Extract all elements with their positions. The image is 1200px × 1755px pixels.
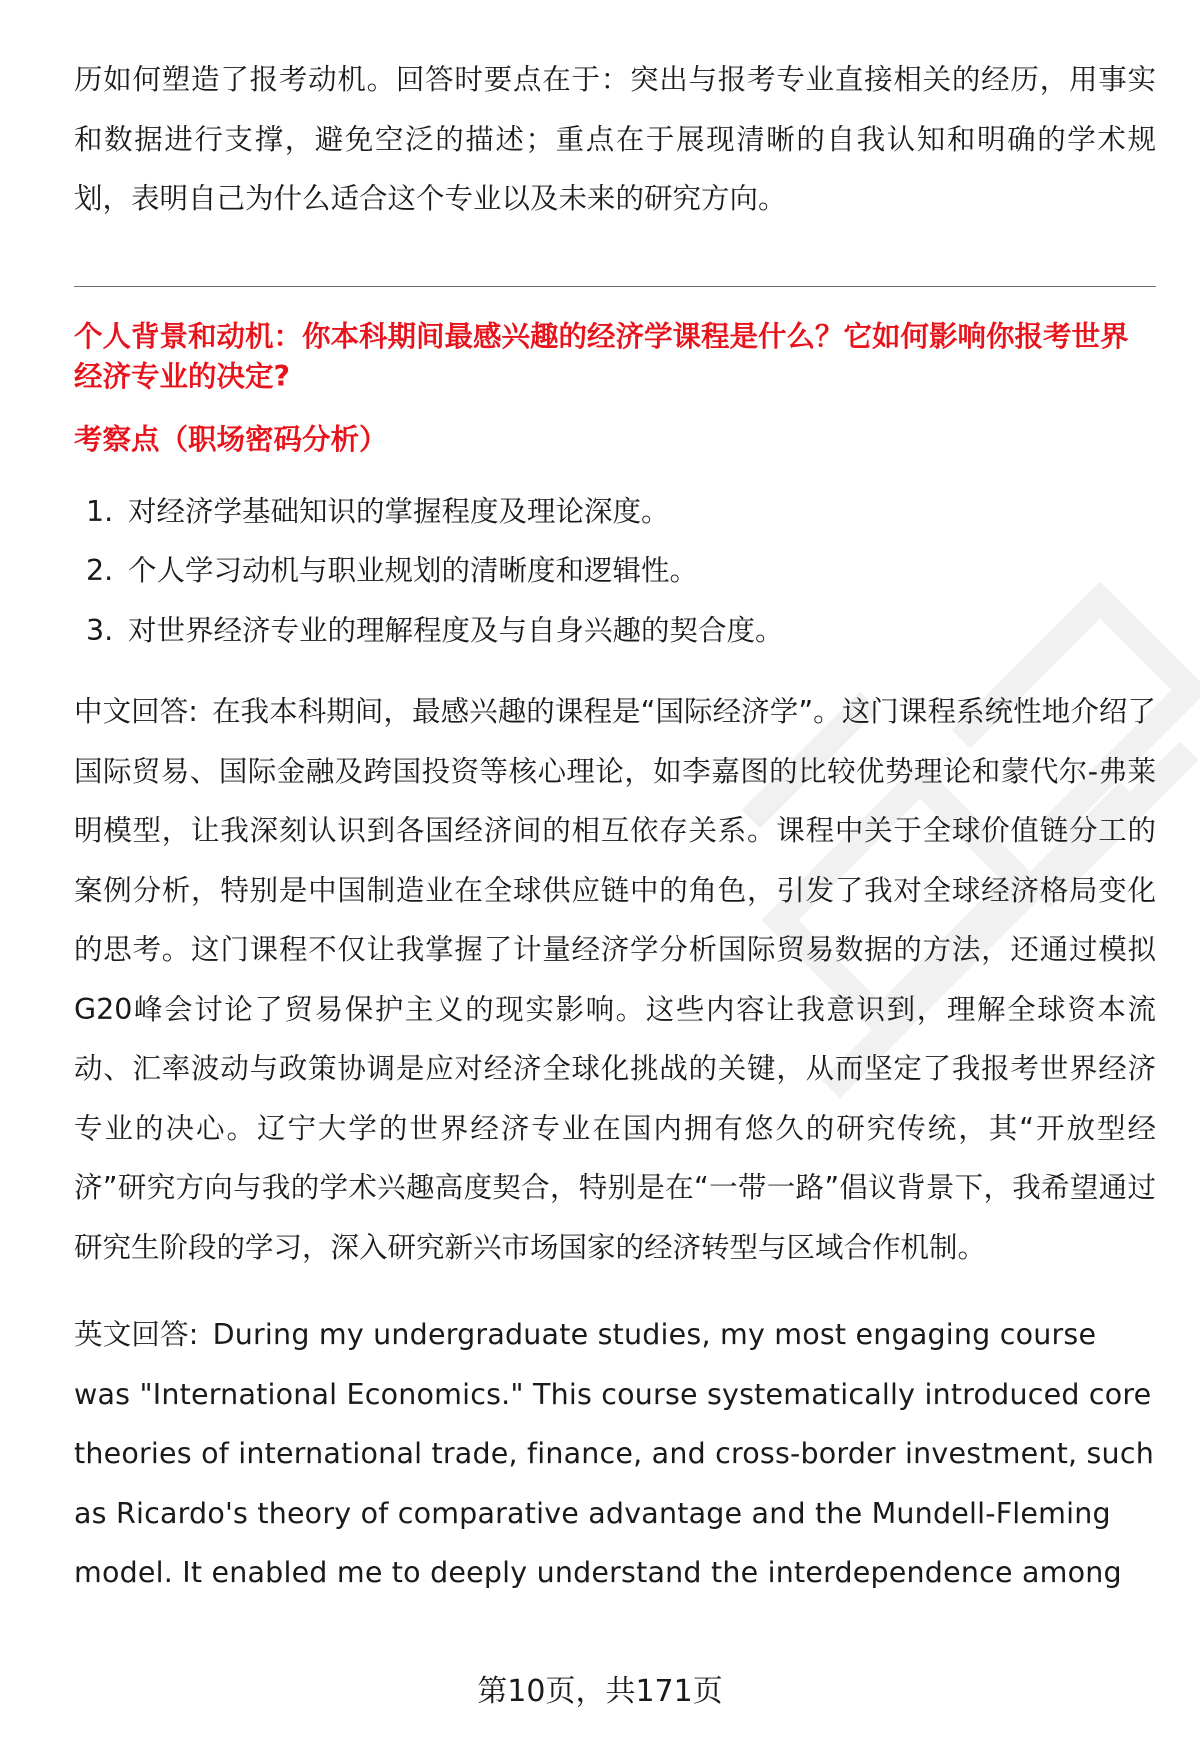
chinese-answer-paragraph [74, 682, 1156, 1277]
chinese-answer-label: 中文回答: [74, 695, 198, 728]
list-item [74, 541, 1156, 601]
list-item-number: 2. [86, 554, 114, 587]
section-divider [74, 286, 1156, 287]
list-item-text: 个人学习动机与职业规划的清晰度和逻辑性。 [128, 554, 699, 587]
list-item-number: 3. [86, 613, 114, 647]
english-answer-label: 英文回答: [74, 1318, 199, 1351]
list-item [74, 482, 1156, 542]
question-heading: 个人背景和动机：你本科期间最感兴趣的经济学课程是什么？它如何影响你报考世界经济专业的决定? [74, 319, 1129, 393]
english-answer-text: During my undergraduate studies, my most engaging course was "International Economics." This course systematically introduced core theories of international trade, finance, and cross-border investment, such as Ricardo's theory of comparative advantage and the Mundell-Fleming model. It enabled me to deeply understand the interdependence among [74, 1318, 1154, 1589]
document-page [74, 50, 1156, 1603]
list-item-number: 1. [86, 494, 114, 528]
english-answer-paragraph [74, 1305, 1156, 1603]
section-title: 考察点（职场密码分析） [74, 422, 388, 456]
intro-paragraph: 历如何塑造了报考动机。回答时要点在于：突出与报考专业直接相关的经历，用事实和数据进行支撑，避免空泛的描述；重点在于展现清晰的自我认知和明确的学术规划，表明自己为什么适合这个专业以及未来的研究方向。 [74, 63, 1156, 215]
list-item-text: 对经济学基础知识的掌握程度及理论深度。 [128, 494, 670, 528]
list-item [74, 601, 1156, 661]
page-number-footer: 第10页，共171页 [477, 1674, 723, 1709]
chinese-answer-text: 在我本科期间，最感兴趣的课程是“国际经济学”。这门课程系统性地介绍了国际贸易、国际金融及跨国投资等核心理论，如李嘉图的比较优势理论和蒙代尔-弗莱明模型，让我深刻认识到各国经济间的相互依存关系。课程中关于全球价值链分工的案例分析，特别是中国制造业在全球供应链中的角色，引发了我对全球经济格局变化的思考。这门课程不仅让我掌握了计量经济学分析国际贸易数据的方法，还通过模拟G20峰会讨论了贸易保护主义的现实影响。这些内容让我意识到，理解全球资本流动、汇率波动与政策协调是应对经济全球化挑战的关键，从而坚定了我报考世界经济专业的决心。辽宁大学的世界经济专业在国内拥有悠久的研究传统，其“开放型经济”研究方向与我的学术兴趣高度契合，特别是在“一带一路”倡议背景下，我希望通过研究生阶段的学习，深入研究新兴市场国家的经济转型与区域合作机制。 [74, 695, 1156, 1264]
evaluation-points-list [74, 482, 1156, 661]
list-item-text: 对世界经济专业的理解程度及与自身兴趣的契合度。 [128, 613, 784, 647]
